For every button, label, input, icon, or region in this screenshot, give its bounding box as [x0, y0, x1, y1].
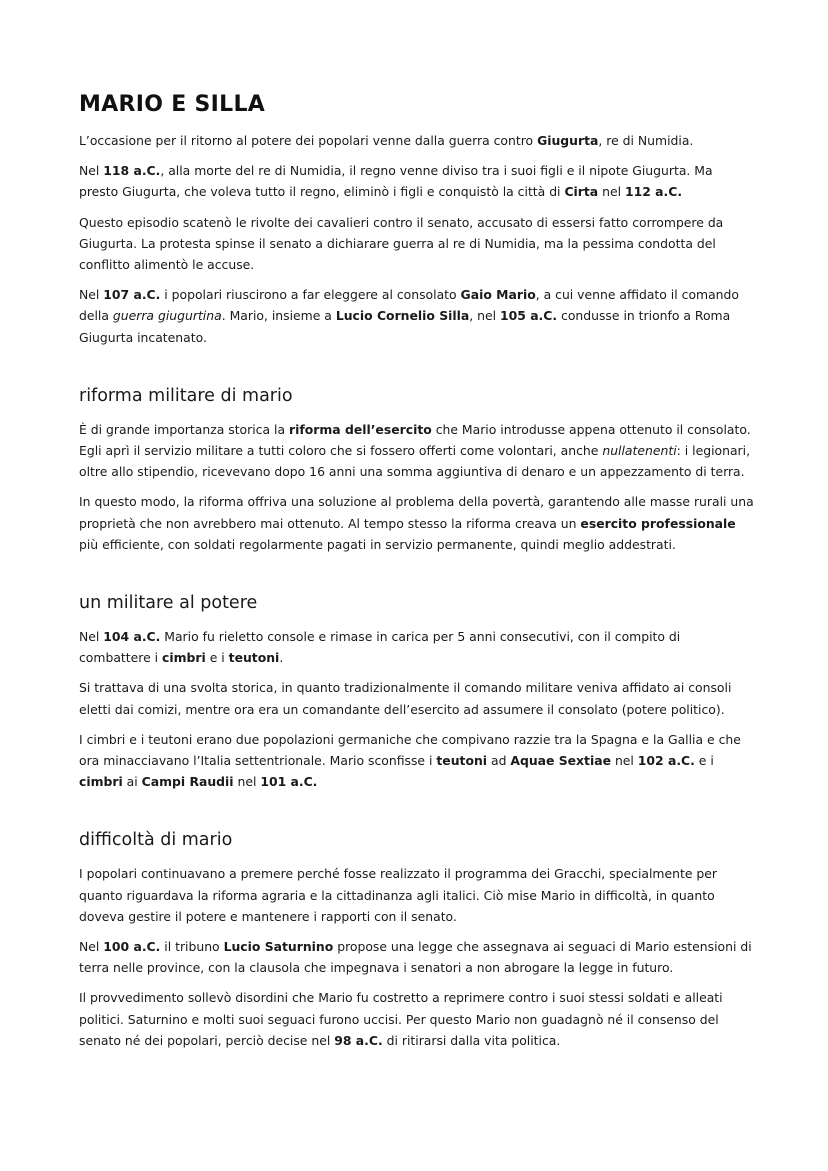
paragraph — [79, 284, 755, 348]
text-run: nel — [611, 753, 638, 769]
text-run: Si trattava di una svolta storica, in quanto tradizionalmente il comando militare veniva affidato ai consoli eletti dai comizi, mentre ora era un comandante dell’esercito ad assumere il consolato (potere politico). — [79, 680, 732, 717]
document-page — [79, 92, 755, 1060]
bold-text: Gaio Mario — [460, 287, 536, 303]
intro-block — [79, 130, 755, 348]
text-run: I popolari continuavano a premere perché fosse realizzato il programma dei Gracchi, specialmente per quanto riguardava la riforma agraria e la cittadinanza agli italici. Ciò mise Mario in difficoltà, in quanto doveva gestire il potere e mantenere i rapporti con il senato. — [79, 866, 717, 924]
text-run: : i legionari, oltre allo stipendio, ricevevano dopo 16 anni una somma aggiuntiva di denaro e un appezzamento di terra. — [79, 443, 751, 480]
text-run: , alla morte del re di Numidia, il regno venne diviso tra i suoi figli e il nipote Giugurta. Ma presto Giugurta, che voleva tutto il regno, eliminò i figli e conquistò la città di — [79, 163, 713, 200]
italic-text: nullatenenti — [602, 443, 677, 459]
text-run: In questo modo, la riforma offriva una soluzione al problema della povertà, garantendo alle masse rurali una proprietà che non avrebbero mai ottenuto. Al tempo stesso la riforma creava un — [79, 494, 754, 531]
bold-text: 101 a.C. — [260, 774, 318, 790]
text-run: Mario fu rieletto console e rimase in carica per 5 anni consecutivi, con il compito di combattere i — [79, 629, 681, 666]
text-run: nel — [598, 184, 625, 200]
text-run: . Mario, insieme a — [221, 308, 336, 324]
bold-text: esercito professionale — [580, 515, 736, 531]
section-heading: difficoltà di mario — [79, 830, 233, 851]
bold-text: 107 a.C. — [103, 287, 161, 303]
bold-text: riforma dell’esercito — [289, 421, 432, 437]
sections-container — [79, 386, 755, 1051]
text-run: Nel — [79, 163, 104, 179]
paragraph — [79, 626, 755, 668]
italic-text: guerra giugurtina — [112, 308, 222, 324]
text-run: propose una legge che assegnava ai seguaci di Mario estensioni di terra nelle province, con la clausola che impegnava i senatori a non abrogare la legge in futuro. — [79, 939, 752, 976]
section — [79, 830, 755, 1051]
bold-text: Lucio Saturnino — [223, 939, 334, 955]
paragraph — [79, 863, 755, 927]
paragraph — [79, 491, 755, 555]
text-run: Nel — [79, 629, 104, 645]
text-run: . — [279, 650, 284, 666]
bold-text: Campi Raudii — [141, 774, 234, 790]
text-run: , re di Numidia. — [598, 133, 694, 148]
paragraph — [79, 130, 755, 151]
section-heading: un militare al potere — [79, 593, 258, 614]
bold-text: 105 a.C. — [500, 308, 558, 324]
text-run: , a cui venne affidato il comando della — [79, 287, 739, 324]
text-run: Il provvedimento sollevò disordini che Mario fu costretto a reprimere contro i suoi stessi soldati e alleati politici. Saturnino e molti suoi seguaci furono uccisi. Per questo Mario non guadagnò né il consenso del senato né dei popolari, perciò decise nel — [79, 990, 723, 1048]
bold-text: 102 a.C. — [637, 753, 695, 769]
bold-text: cimbri — [162, 650, 206, 666]
text-run: e i — [205, 650, 229, 666]
text-run: Nel — [79, 939, 104, 955]
paragraph — [79, 677, 755, 719]
text-run: condusse in trionfo a Roma Giugurta incatenato. — [79, 308, 731, 345]
text-run: I cimbri e i teutoni erano due popolazioni germaniche che compivano razzie tra la Spagna e la Gallia e che ora minacciavano l’Italia settentrionale. Mario sconfisse i — [79, 731, 741, 769]
bold-text: teutoni — [228, 650, 280, 666]
text-run: L’occasione per il ritorno al potere dei popolari venne dalla guerra contro — [79, 133, 538, 148]
text-run: che Mario introdusse appena ottenuto il consolato. Egli aprì il servizio militare a tutti coloro che si fossero offerti come volontari, anche — [79, 421, 751, 459]
text-run: ai — [122, 774, 142, 790]
bold-text: 98 a.C. — [334, 1032, 383, 1048]
section-heading: riforma militare di mario — [79, 385, 293, 406]
text-run: di ritirarsi dalla vita politica. — [382, 1032, 561, 1048]
section — [79, 386, 755, 555]
text-run: il tribuno — [160, 939, 224, 955]
bold-text: Aquae Sextiae — [510, 753, 611, 769]
text-run: Nel — [79, 287, 104, 303]
paragraph — [79, 987, 755, 1051]
paragraph — [79, 936, 755, 978]
text-run: ad — [487, 753, 511, 769]
bold-text: Lucio Cornelio Silla — [335, 308, 470, 324]
text-run: È di grande importanza storica la — [79, 421, 289, 437]
bold-text: 104 a.C. — [103, 629, 161, 645]
text-run: Questo episodio scatenò le rivolte dei cavalieri contro il senato, accusato di essersi fatto corrompere da Giugurta. La protesta spinse il senato a dichiarare guerra al re di Numidia, ma la pessima condotta del conflitto alimentò le accuse. — [79, 214, 724, 273]
text-run: nel — [233, 774, 261, 790]
text-run: più efficiente, con soldati regolarmente pagati in servizio permanente, quindi meglio addestrati. — [79, 536, 676, 552]
text-run: , nel — [469, 308, 501, 324]
text-run: i popolari riuscirono a far eleggere al consolato — [160, 287, 461, 303]
bold-text: 118 a.C. — [103, 163, 161, 179]
paragraph — [79, 160, 755, 202]
bold-text: 100 a.C. — [103, 939, 161, 955]
paragraph — [79, 419, 755, 483]
bold-text: teutoni — [436, 753, 488, 769]
section — [79, 593, 755, 792]
paragraph — [79, 729, 755, 793]
paragraph — [79, 212, 755, 276]
bold-text: Giugurta — [537, 133, 599, 148]
bold-text: cimbri — [79, 774, 123, 790]
bold-text: Cirta — [564, 184, 599, 200]
text-run: e i — [694, 753, 714, 769]
bold-text: 112 a.C. — [624, 184, 683, 200]
page-title: MARIO E SILLA — [79, 92, 266, 117]
